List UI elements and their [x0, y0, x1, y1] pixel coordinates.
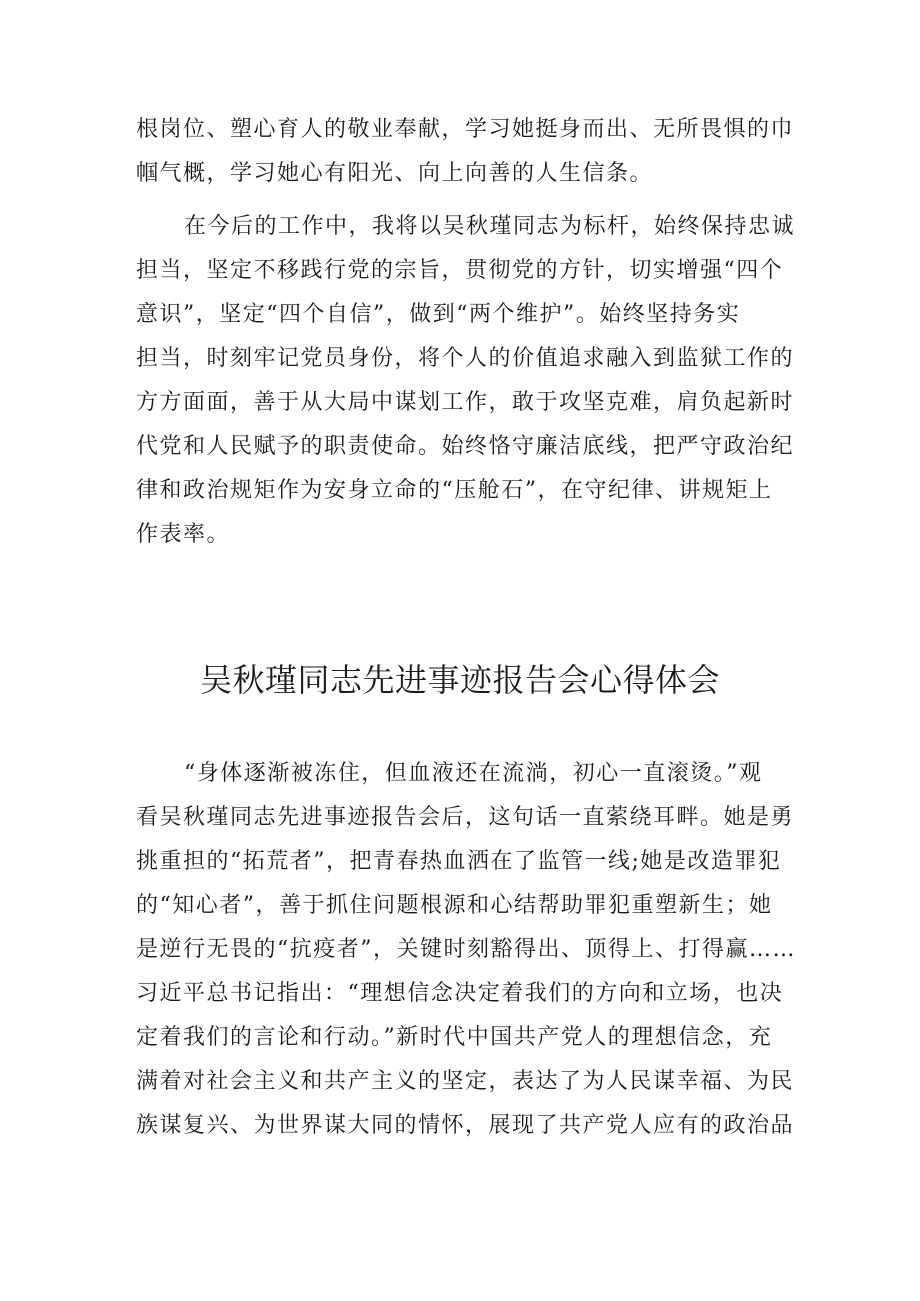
- paragraph-line: 习近平总书记指出：“理想信念决定着我们的方向和立场，也决: [136, 981, 784, 1006]
- paragraph-line: 看吴秋瑾同志先进事迹报告会后，这句话一直萦绕耳畔。她是勇: [136, 805, 795, 830]
- paragraph-line: 代党和人民赋予的职责使命。始终恪守廉洁底线，把严守政治纪: [136, 434, 795, 459]
- paragraph-line: 是逆行无畏的“抗疫者”，关键时刻豁得出、顶得上、打得赢……: [136, 937, 796, 962]
- commitment-paragraph: [136, 205, 796, 557]
- paragraph-line: 律和政治规矩作为安身立命的“压舱石”，在守纪律、讲规矩上: [136, 478, 773, 503]
- continuation-paragraph: [136, 108, 796, 196]
- paragraph-line: 定着我们的言论和行动。”新时代中国共产党人的理想信念，充: [136, 1025, 773, 1050]
- article-paragraph: [136, 752, 796, 1148]
- paragraph-line: 担当，时刻牢记党员身份，将个人的价值追求融入到监狱工作的: [136, 346, 795, 371]
- paragraph-line: 帼气概，学习她心有阳光、向上向善的人生信条。: [136, 161, 654, 186]
- paragraph-line: 满着对社会主义和共产主义的坚定，表达了为人民谋幸福、为民: [136, 1069, 795, 1094]
- paragraph-line: 方方面面，善于从大局中谋划工作，敢于攻坚克难，肩负起新时: [136, 390, 795, 415]
- paragraph-line: 族谋复兴、为世界谋大同的情怀，展现了共产党人应有的政治品: [136, 1113, 795, 1138]
- article-title: 吴秋瑾同志先进事迹报告会心得体会: [199, 661, 720, 699]
- paragraph-line: 作表率。: [136, 522, 231, 547]
- paragraph-line: 意识”，坚定“四个自信”，做到“两个维护”。始终坚持务实: [136, 302, 741, 327]
- paragraph-line: 的“知心者”，善于抓住问题根源和心结帮助罪犯重塑新生；她: [136, 893, 773, 918]
- paragraph-line: “身体逐渐被冻住，但血液还在流淌，初心一直滚烫。”观: [184, 761, 763, 786]
- paragraph-line: 根岗位、塑心育人的敬业奉献，学习她挺身而出、无所畏惧的巾: [136, 117, 795, 142]
- paragraph-line: 挑重担的“拓荒者”，把青春热血洒在了监管一线;她是改造罪犯: [136, 849, 782, 874]
- paragraph-line: 在今后的工作中，我将以吴秋瑾同志为标杆，始终保持忠诚: [184, 214, 796, 239]
- paragraph-line: 担当，坚定不移践行党的宗旨，贯彻党的方针，切实增强“四个: [136, 258, 784, 283]
